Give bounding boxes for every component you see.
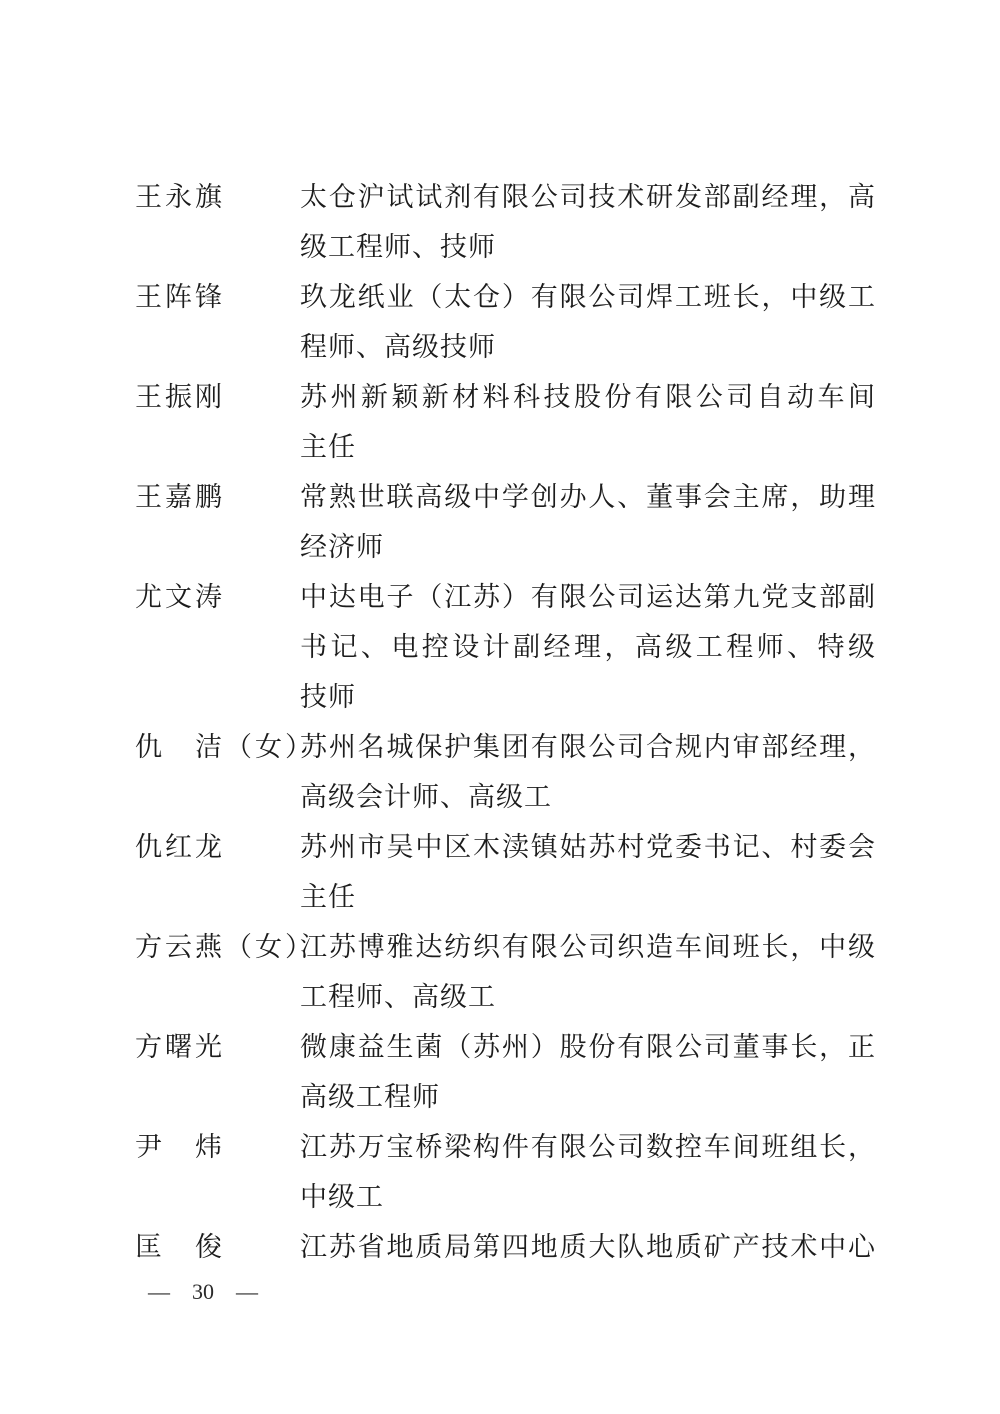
title-line: 江苏省地质局第四地质大队地质矿产技术中心: [300, 1232, 875, 1262]
person-title: [300, 1222, 875, 1272]
page-number: — 30 —: [148, 1279, 259, 1304]
person-title: [300, 1022, 875, 1122]
title-line: 书记、电控设计副经理，高级工程师、特级: [300, 632, 875, 662]
person-title: [300, 172, 875, 272]
person-name: 仇红龙: [135, 832, 225, 862]
title-line: 微康益生菌（苏州）股份有限公司董事长，正: [300, 1032, 875, 1062]
list-item: [0, 372, 1000, 472]
title-line: 高级工程师: [300, 1082, 440, 1112]
person-title: [300, 472, 875, 572]
title-line: 级工程师、技师: [300, 232, 496, 262]
person-title: [300, 1122, 875, 1222]
list-item: [0, 1222, 1000, 1272]
list-item: [0, 572, 1000, 722]
list-item: [0, 1122, 1000, 1222]
person-title: [300, 722, 875, 822]
person-title: [300, 822, 875, 922]
title-line: 高级会计师、高级工: [300, 782, 552, 812]
list-item: [0, 272, 1000, 372]
title-line: 主任: [300, 432, 356, 462]
title-line: 江苏博雅达纺织有限公司织造车间班长，中级: [300, 932, 875, 962]
person-title: [300, 922, 875, 1022]
list-item: [0, 472, 1000, 572]
person-title: [300, 272, 875, 372]
title-line: 主任: [300, 882, 356, 912]
title-line: 中达电子（江苏）有限公司运达第九党支部副: [300, 582, 875, 612]
title-line: 太仓沪试试剂有限公司技术研发部副经理，高: [300, 182, 875, 212]
list-item: [0, 1022, 1000, 1122]
title-line: 苏州名城保护集团有限公司合规内审部经理，: [300, 732, 875, 762]
title-line: 程师、高级技师: [300, 332, 496, 362]
person-name: 王永旗: [135, 182, 225, 212]
title-line: 技师: [300, 682, 356, 712]
title-line: 江苏万宝桥梁构件有限公司数控车间班组长，: [300, 1132, 875, 1162]
person-name: 王振刚: [135, 382, 225, 412]
person-name: 尤文涛: [135, 582, 225, 612]
list-item: [0, 822, 1000, 922]
roster-list: [0, 172, 1000, 1272]
person-name: 仇 洁（女）: [135, 732, 315, 762]
person-name: 匡 俊: [135, 1232, 225, 1262]
list-item: [0, 922, 1000, 1022]
person-name: 方曙光: [135, 1032, 225, 1062]
person-name: 王阵锋: [135, 282, 225, 312]
person-title: [300, 372, 875, 472]
title-line: 苏州市吴中区木渎镇姑苏村党委书记、村委会: [300, 832, 875, 862]
title-line: 中级工: [300, 1182, 384, 1212]
title-line: 玖龙纸业（太仓）有限公司焊工班长，中级工: [300, 282, 875, 312]
person-name: 方云燕（女）: [135, 932, 315, 962]
title-line: 苏州新颖新材料科技股份有限公司自动车间: [300, 382, 875, 412]
title-line: 经济师: [300, 532, 384, 562]
person-name: 王嘉鹏: [135, 482, 225, 512]
person-name: 尹 炜: [135, 1132, 225, 1162]
title-line: 工程师、高级工: [300, 982, 496, 1012]
list-item: [0, 172, 1000, 272]
person-title: [300, 572, 875, 722]
title-line: 常熟世联高级中学创办人、董事会主席，助理: [300, 482, 875, 512]
list-item: [0, 722, 1000, 822]
